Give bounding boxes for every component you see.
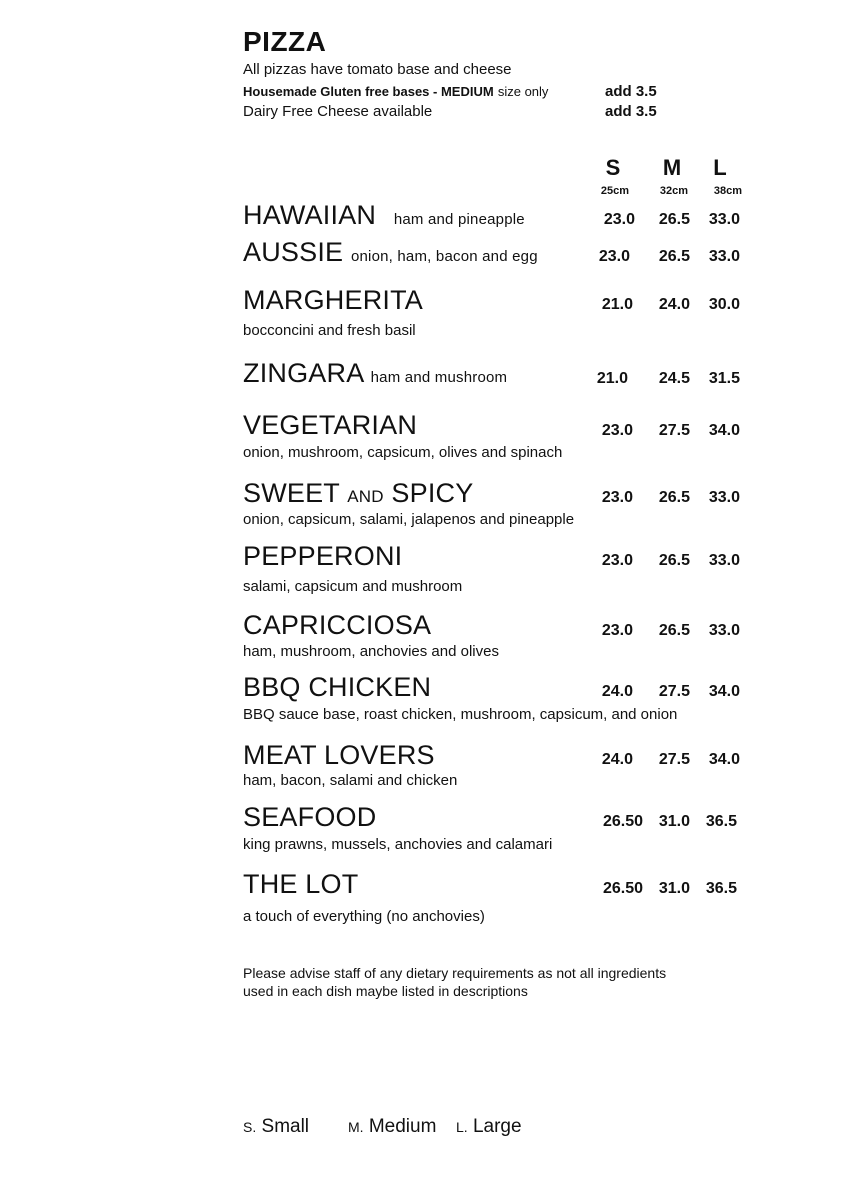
legend-abbr: M. [348,1119,364,1135]
legend-abbr: S. [243,1119,257,1135]
menu-item-seafood: SEAFOOD [243,802,377,832]
price-large: 36.5 [705,880,737,897]
menu-item-sweet-and-spicy [243,478,473,509]
price-medium: 31.0 [658,880,690,897]
price-large: 34.0 [708,422,740,439]
item-desc: bocconcini and fresh basil [243,322,416,339]
price-small: 23.0 [601,422,633,439]
menu-item-zingara [243,358,507,389]
price-small: 23.0 [603,211,635,228]
menu-item-pepperoni: PEPPERONI [243,541,403,571]
size-header-medium: M [662,155,682,180]
price-small: 21.0 [596,370,628,387]
price-medium: 26.5 [658,552,690,569]
legend-large [456,1116,522,1138]
size-header-large: L [713,155,727,180]
price-medium: 26.5 [658,211,690,228]
price-large: 33.0 [708,211,740,228]
page-title: PIZZA [243,26,327,57]
item-desc: ham, bacon, salami and chicken [243,772,458,789]
size-cm-large: 38cm [713,185,743,197]
price-small: 24.0 [601,683,633,700]
menu-item-capricciosa: CAPRICCIOSA [243,610,432,640]
item-desc: king prawns, mussels, anchovies and calamari [243,836,553,853]
item-name-part: SPICY [391,478,474,508]
base-note: All pizzas have tomato base and cheese [243,61,512,78]
price-large: 31.5 [708,370,740,387]
price-small: 23.0 [601,489,633,506]
price-medium: 24.5 [658,370,690,387]
item-name: HAWAIIAN [243,200,377,230]
menu-item-aussie [243,237,538,268]
menu-item-hawaiian [243,200,525,231]
legend-abbr: L. [456,1119,468,1135]
price-large: 33.0 [708,248,740,265]
size-cm-small: 25cm [600,185,630,197]
price-large: 36.5 [705,813,737,830]
price-medium: 31.0 [658,813,690,830]
gluten-free-label: Housemade Gluten free bases - MEDIUM [243,84,494,99]
price-medium: 27.5 [658,683,690,700]
price-small: 26.50 [602,813,643,830]
price-large: 30.0 [708,296,740,313]
legend-label: Medium [368,1116,437,1137]
menu-item-the-lot: THE LOT [243,869,359,899]
size-cm-medium: 32cm [659,185,689,197]
menu-item-meat-lovers: MEAT LOVERS [243,740,435,770]
legend-medium [348,1116,436,1138]
price-small: 23.0 [598,248,630,265]
menu-item-vegetarian: VEGETARIAN [243,410,418,440]
price-small: 26.50 [602,880,643,897]
legend-label: Large [472,1116,522,1137]
disclaimer-line: Please advise staff of any dietary requirements as not all ingredients [243,965,667,981]
gluten-free-price: add 3.5 [605,83,657,100]
price-large: 33.0 [708,489,740,506]
gluten-free-size-note: size only [497,84,549,99]
item-desc: a touch of everything (no anchovies) [243,908,485,925]
item-desc: onion, mushroom, capsicum, olives and spinach [243,444,563,461]
item-desc: BBQ sauce base, roast chicken, mushroom, capsicum, and onion [243,706,678,723]
item-desc: ham and mushroom [370,369,508,386]
price-large: 33.0 [708,622,740,639]
item-name: AUSSIE [243,237,344,267]
item-desc: ham, mushroom, anchovies and olives [243,643,499,660]
price-medium: 26.5 [658,248,690,265]
gluten-free-note [243,83,548,100]
menu-item-margherita: MARGHERITA [243,285,424,315]
item-name: ZINGARA [243,358,363,388]
price-small: 23.0 [601,622,633,639]
item-desc: salami, capsicum and mushroom [243,578,463,595]
price-medium: 27.5 [658,422,690,439]
legend-label: Small [261,1116,310,1137]
size-header-small: S [605,155,621,180]
dietary-disclaimer [243,964,666,1000]
price-medium: 26.5 [658,489,690,506]
disclaimer-line: used in each dish maybe listed in descriptions [243,983,528,999]
price-small: 23.0 [601,552,633,569]
price-large: 34.0 [708,683,740,700]
item-desc: onion, capsicum, salami, jalapenos and pineapple [243,511,575,528]
menu-item-bbq-chicken: BBQ CHICKEN [243,672,432,702]
item-desc: onion, ham, bacon and egg [350,248,538,265]
item-name-and: AND [347,487,384,506]
price-medium: 26.5 [658,622,690,639]
dairy-free-price: add 3.5 [605,103,657,120]
legend-small [243,1116,309,1138]
price-small: 24.0 [601,751,633,768]
price-medium: 24.0 [658,296,690,313]
item-name-part: SWEET [243,478,340,508]
item-desc: ham and pineapple [393,211,525,228]
price-large: 33.0 [708,552,740,569]
price-small: 21.0 [601,296,633,313]
dairy-free-note: Dairy Free Cheese available [243,103,433,120]
price-medium: 27.5 [658,751,690,768]
price-large: 34.0 [708,751,740,768]
